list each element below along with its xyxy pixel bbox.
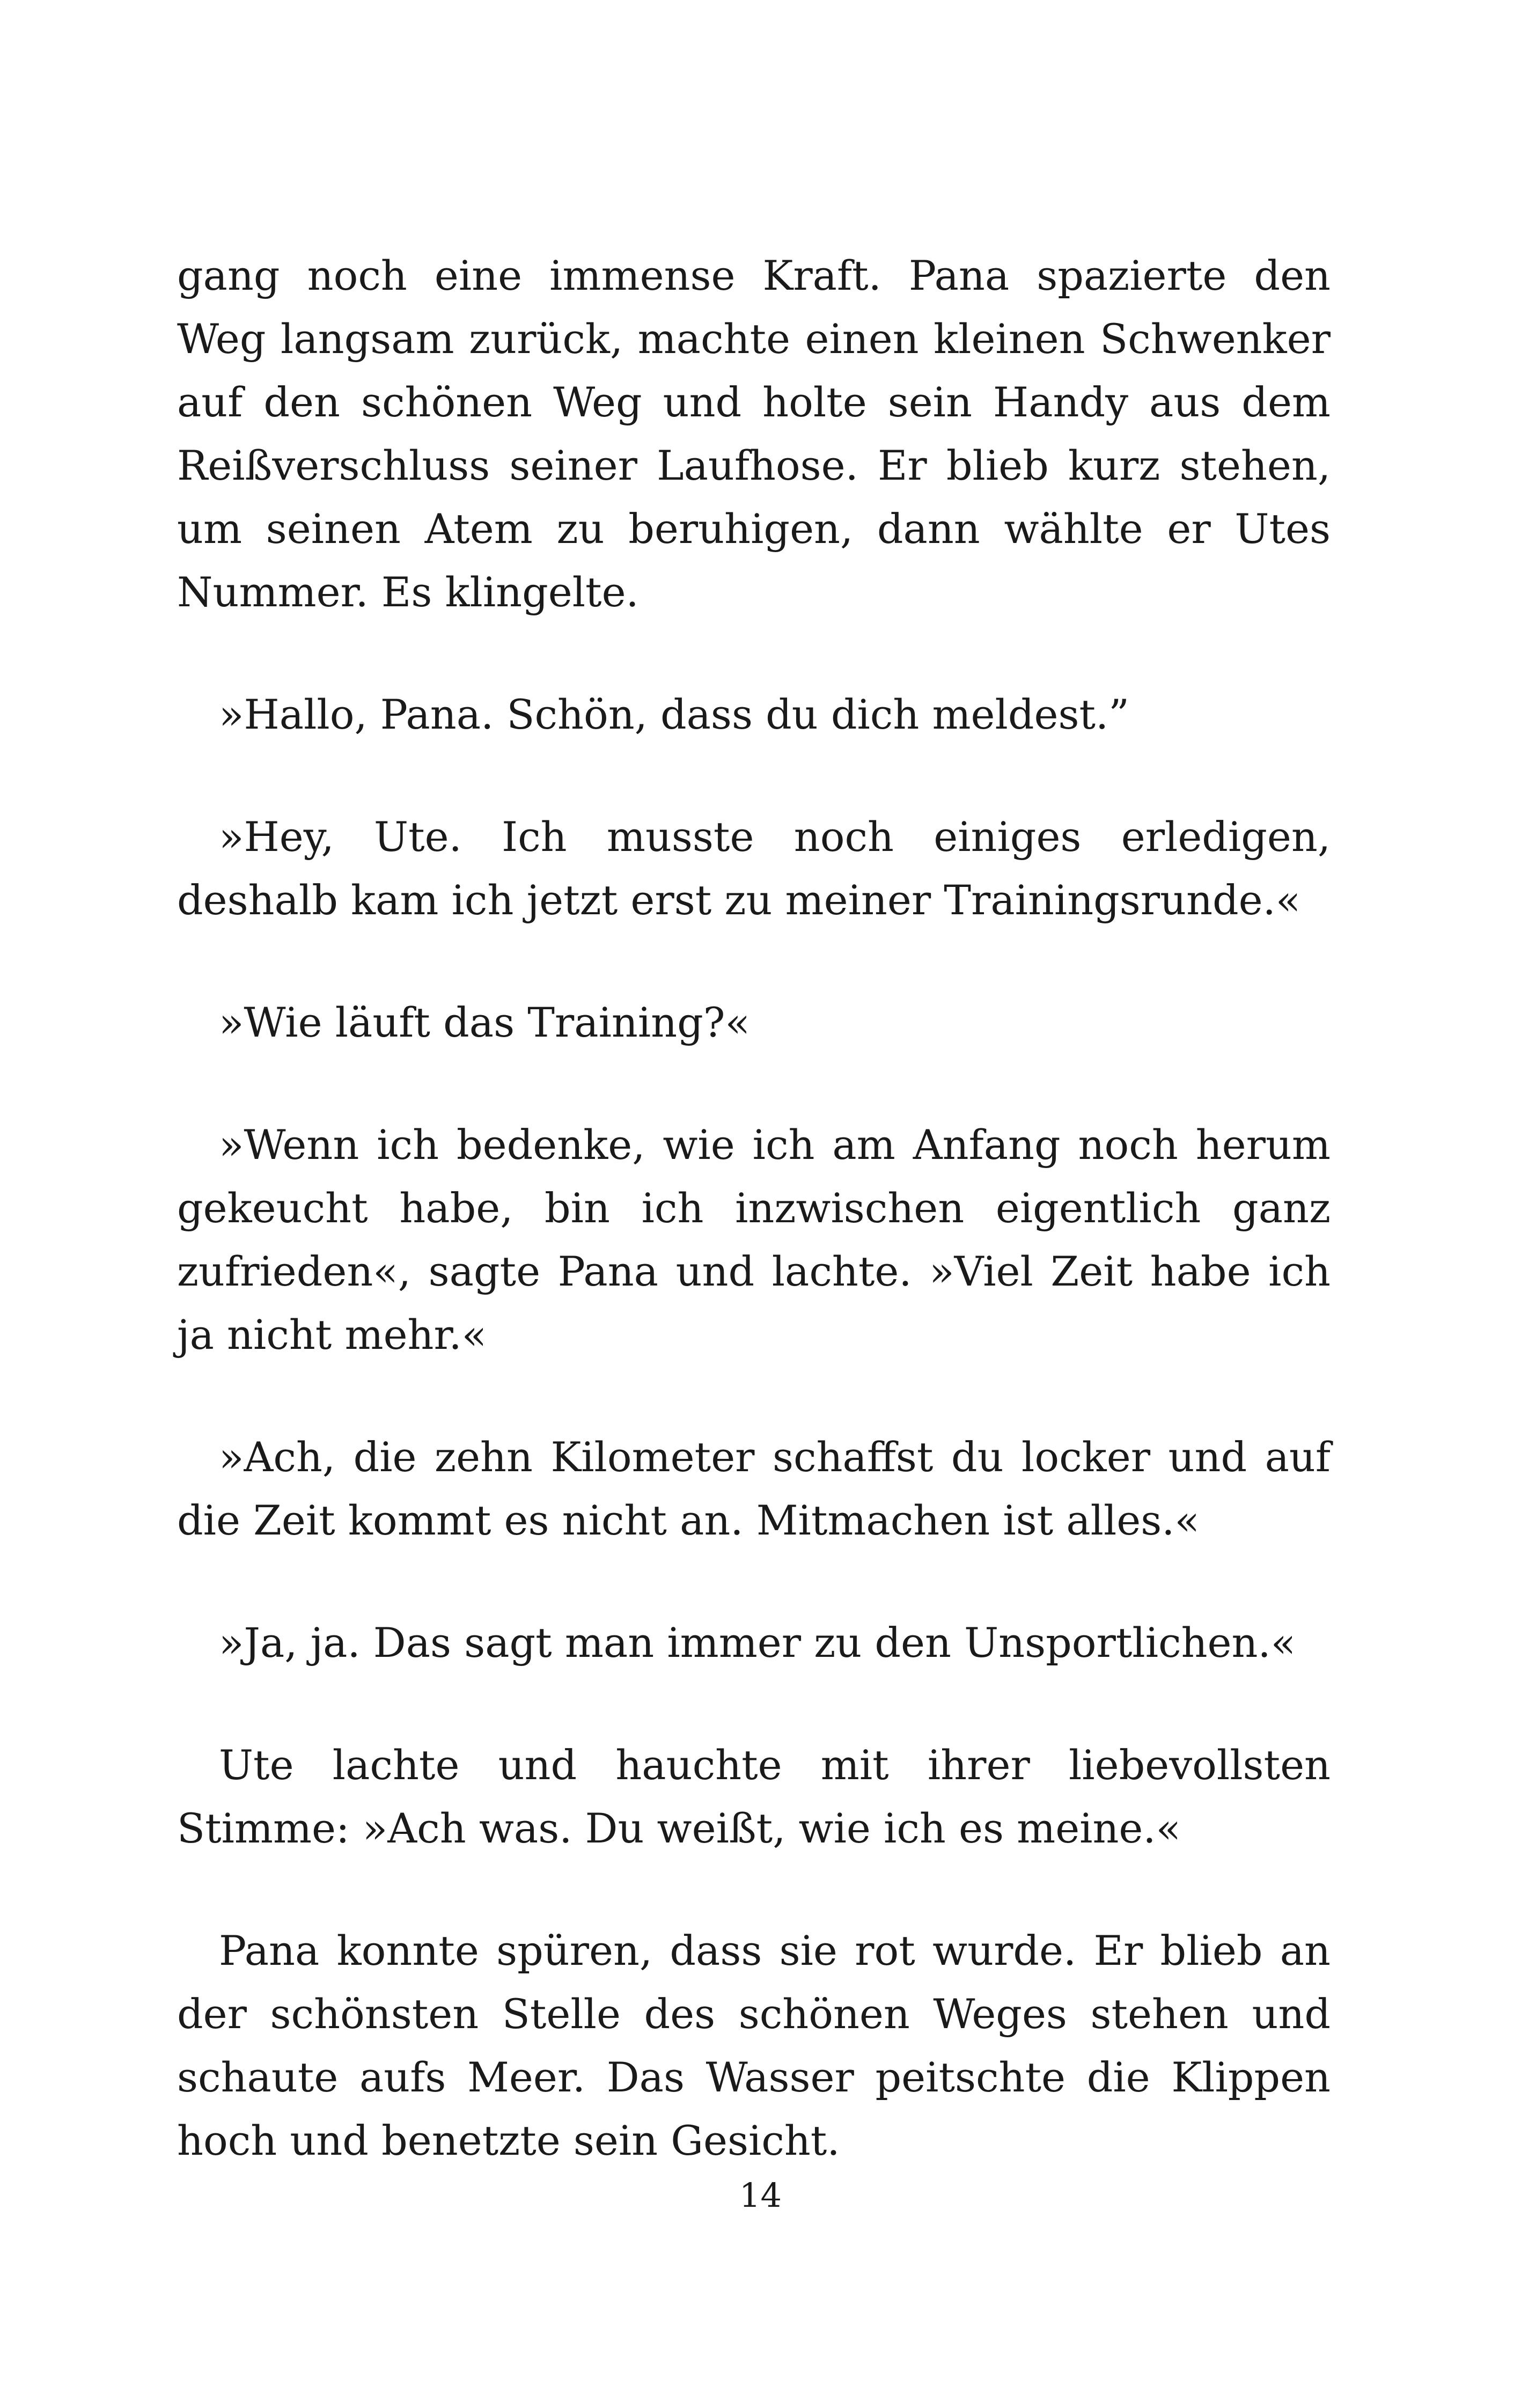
paragraph: »Hallo, Pana. Schön, dass du dich meldest.” <box>219 691 1130 738</box>
paragraph: »Hey, Ute. Ich musste noch einiges erledigen, deshalb kam ich jetzt erst zu meiner Trainingsrunde.« <box>177 813 1331 924</box>
paragraph: »Wie läuft das Training?« <box>219 999 750 1046</box>
page-number: 14 <box>739 2176 782 2215</box>
paragraph: Pana konnte spüren, dass sie rot wurde. Er blieb an der schönsten Stelle des schönen Weges stehen und schaute aufs Meer. Das Wasser peitschte die Klippen hoch und benetzte sein Gesicht. <box>177 1927 1331 2164</box>
paragraph: »Ja, ja. Das sagt man immer zu den Unsportlichen.« <box>219 1619 1296 1666</box>
paragraph: gang noch eine immense Kraft. Pana spazierte den Weg langsam zurück, machte einen kleinen Schwenker auf den schönen Weg und holte sein Handy aus dem Reißverschluss seiner Laufhose. Er blieb kurz stehen, um seinen Atem zu beruhigen, dann wählte er Utes Nummer. Es klingelte. <box>177 252 1331 616</box>
paragraph: »Wenn ich bedenke, wie ich am Anfang noch herum gekeucht habe, bin ich inzwischen eigentlich ganz zufrieden«, sagte Pana und lachte. »Viel Zeit habe ich ja nicht mehr.« <box>177 1121 1331 1359</box>
paragraph: »Ach, die zehn Kilometer schaffst du locker und auf die Zeit kommt es nicht an. Mitmachen ist alles.« <box>177 1433 1331 1544</box>
body-text <box>177 244 1331 2231</box>
paragraph: Ute lachte und hauchte mit ihrer liebevollsten Stimme: »Ach was. Du weißt, wie ich es meine.« <box>177 1741 1331 1852</box>
